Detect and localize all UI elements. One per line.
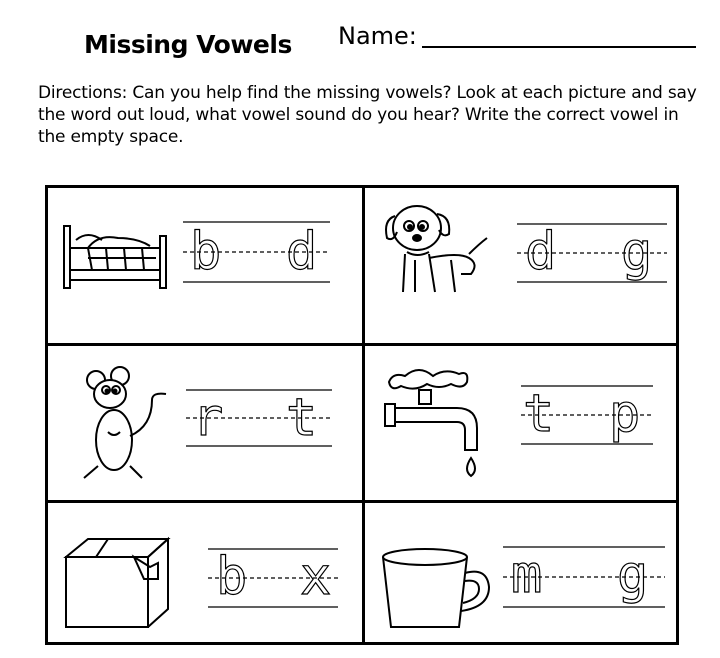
dog-icon <box>386 206 487 292</box>
word-letter-last: d <box>286 222 318 282</box>
word-letter-last: t <box>286 388 318 448</box>
word-letter-first: t <box>523 384 555 444</box>
vowel-blank[interactable] <box>565 384 609 444</box>
word-letter-last: g <box>621 222 653 282</box>
word-letter-last: g <box>617 545 649 605</box>
rat-icon <box>84 367 166 478</box>
word-cell-bed <box>48 188 364 343</box>
word-letter-first: m <box>511 545 543 605</box>
word-letter-first: b <box>190 222 222 282</box>
name-label: Name: <box>338 22 417 50</box>
word-cell-mug <box>365 503 681 658</box>
word-letter-first: r <box>192 388 224 448</box>
vowel-blank[interactable] <box>561 545 605 605</box>
directions-text: Directions: Can you help find the missing vowels? Look at each picture and say the word out loud, what vowel sound do you hear? Write the correct vowel in the empty space. <box>38 83 697 147</box>
vowel-blank[interactable] <box>258 547 302 607</box>
word-letter-first: b <box>216 547 248 607</box>
word-cell-rat <box>48 346 364 501</box>
mug-icon <box>383 549 489 627</box>
vowel-blank[interactable] <box>571 222 615 282</box>
bed-icon <box>64 226 166 288</box>
word-cell-box <box>48 503 364 658</box>
word-letter-last: p <box>609 384 641 444</box>
word-letter-last: x <box>300 547 332 607</box>
vowel-blank[interactable] <box>238 222 282 282</box>
worksheet-title: Missing Vowels <box>84 30 292 59</box>
name-write-line[interactable] <box>422 46 696 48</box>
word-cell-tap <box>365 346 681 501</box>
tap-icon <box>385 370 477 476</box>
word-cell-dog <box>365 188 681 343</box>
word-letter-first: d <box>525 222 557 282</box>
box-icon <box>66 539 168 627</box>
vowel-blank[interactable] <box>238 388 282 448</box>
